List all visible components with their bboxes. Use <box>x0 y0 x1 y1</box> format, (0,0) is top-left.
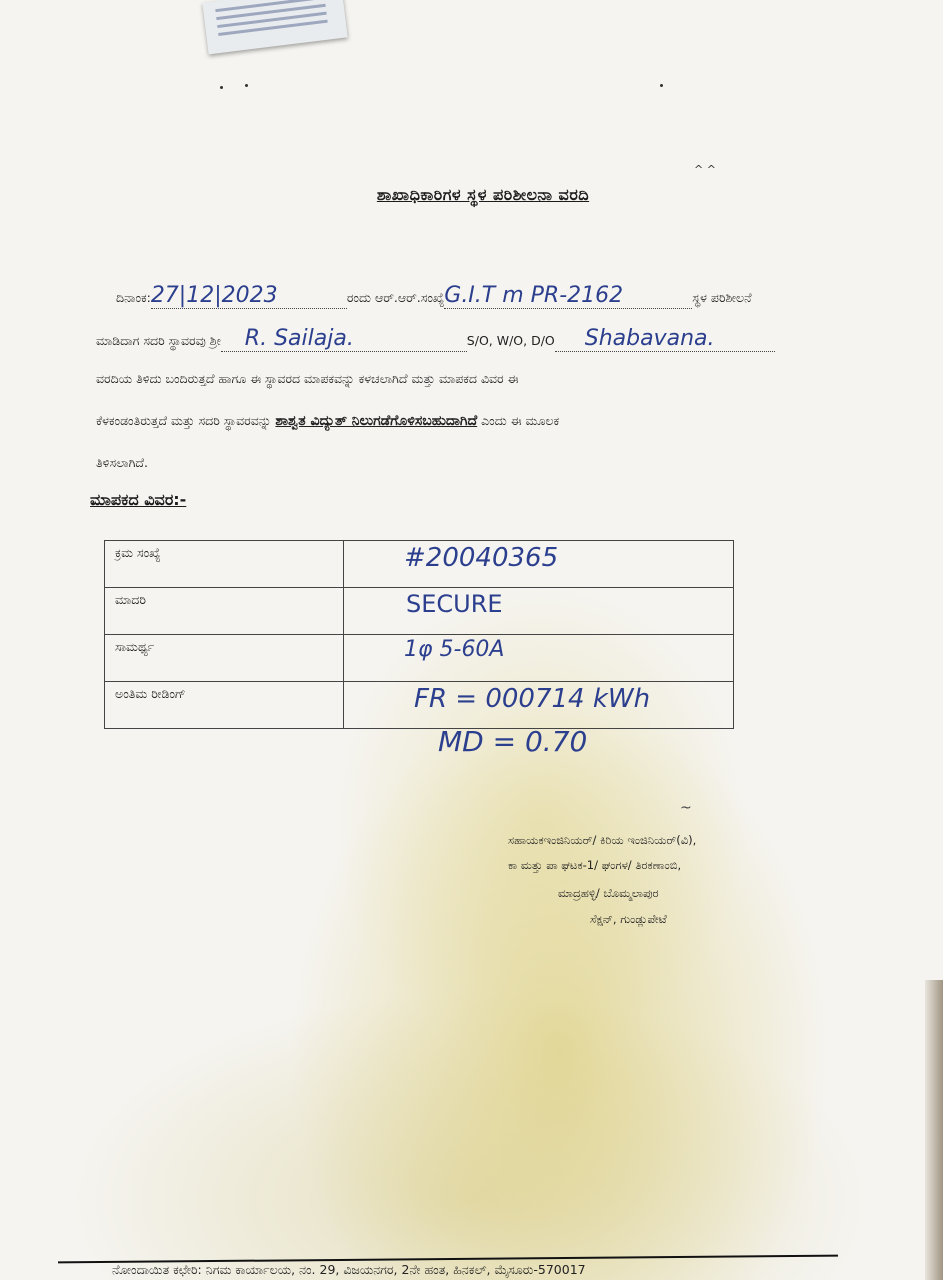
max-demand-reading: MD = 0.70 <box>438 725 588 758</box>
table-row <box>105 682 734 729</box>
serial-number-value: #20040365 <box>344 541 734 588</box>
signature-mark: ~ <box>680 800 692 816</box>
date-suffix: ರಂದು ಆರ್.ಆರ್.ಸಂಖ್ಯೆ <box>346 290 445 305</box>
consumer-name-value: R. Sailaja. <box>221 326 467 352</box>
report-line-1 <box>116 283 752 309</box>
table-row <box>105 541 734 588</box>
table-row <box>105 588 734 635</box>
report-line-4 <box>96 413 559 429</box>
speck-mark <box>245 84 248 87</box>
date-label: ದಿನಾಂಕ: <box>116 290 151 305</box>
signatory-designation: ಸಹಾಯಕಇಂಜಿನಿಯರ್/ ಕಿರಿಯ ಇಂಜಿನಿಯರ್(ವಿ), <box>508 833 697 847</box>
page-edge-shadow <box>925 980 943 1280</box>
final-reading-label: ಅಂತಿಮ ರೀಡಿಂಗ್ <box>105 682 344 729</box>
signatory-section: ಮಾದ್ರಹಳ್ಳಿ/ ಬೊಮ್ಮಲಾಪುರ <box>558 886 659 900</box>
table-row <box>105 635 734 682</box>
capacity-label: ಸಾಮರ್ಥ್ಯ <box>105 635 344 682</box>
line4-lead: ಕೆಳಕಂಡಂತಿರುತ್ತದೆ ಮತ್ತು ಸದರಿ ಸ್ಥಾವರವನ್ನು <box>96 413 272 428</box>
line1-suffix: ಸ್ಥಳ ಪರಿಶೀಲನೆ <box>692 290 752 305</box>
model-label: ಮಾದರಿ <box>105 588 344 635</box>
date-value: 27|12|2023 <box>151 283 347 309</box>
final-reading-value: FR = 000714 kWh <box>344 682 734 729</box>
line4-suffix: ಎಂದು ಈ ಮೂಲಕ <box>481 413 560 428</box>
serial-number-label: ಕ್ರಮ ಸಂಖ್ಯೆ <box>105 541 344 588</box>
relation-label: S/O, W/O, D/O <box>466 333 555 348</box>
document-title: ಶಾಖಾಧಿಕಾರಿಗಳ ಸ್ಥಳ ಪರಿಶೀಲನಾ ವರದಿ <box>376 185 590 204</box>
rr-number-value: G.I.T m PR-2162 <box>444 283 692 309</box>
relation-name-value: Shabavana. <box>555 326 775 352</box>
footer-address: ನೋಂದಾಯಿತ ಕಛೇರಿ: ನಿಗಮ ಕಾರ್ಯಾಲಯ, ನಂ. 29, ವಿಜಯನಗರ, 2ನೇ ಹಂತ, ಹಿನಕಲ್, ಮೈಸೂರು-570017 <box>112 1262 586 1277</box>
signatory-location: ಸೆಕ್ಷನ್, ಗುಂಡ್ಲುಪೇಟೆ <box>590 912 667 926</box>
signatory-unit: ಕಾ ಮತ್ತು ಪಾ ಘಟಕ-1/ ಘಂಗಳ/ ತಿರಕಣಾಂಬಿ, <box>508 858 682 872</box>
meter-details-table <box>104 540 734 729</box>
speck-mark <box>660 84 663 87</box>
report-line-3: ವರದಿಯ ತಿಳಿದು ಬಂದಿರುತ್ತದೆ ಹಾಗೂ ಈ ಸ್ಥಾವರದ ಮಾಪಕವನ್ನು ಕಳಚಲಾಗಿದೆ ಮತ್ತು ಮಾಪಕದ ವಿವರ ಈ <box>96 371 519 386</box>
capacity-value: 1φ 5-60A <box>344 635 734 682</box>
model-value: SECURE <box>344 588 734 635</box>
disconnection-statement: ಶಾಶ್ವತ ವಿದ್ಯುತ್ ನಿಲುಗಡೆಗೊಳಿಸಬಹುದಾಗಿದೆ <box>275 413 478 429</box>
pen-tick-mark: ^ ^ <box>694 163 716 176</box>
speck-mark <box>220 86 223 89</box>
line2-lead: ಮಾಡಿದಾಗ ಸದರಿ ಸ್ಥಾವರವು ಶ್ರೀ <box>96 333 221 348</box>
meter-details-heading: ಮಾಪಕದ ವಿವರ:- <box>90 490 187 509</box>
report-line-2 <box>96 326 775 352</box>
report-line-5: ತಿಳಿಸಲಾಗಿದೆ. <box>96 455 148 470</box>
